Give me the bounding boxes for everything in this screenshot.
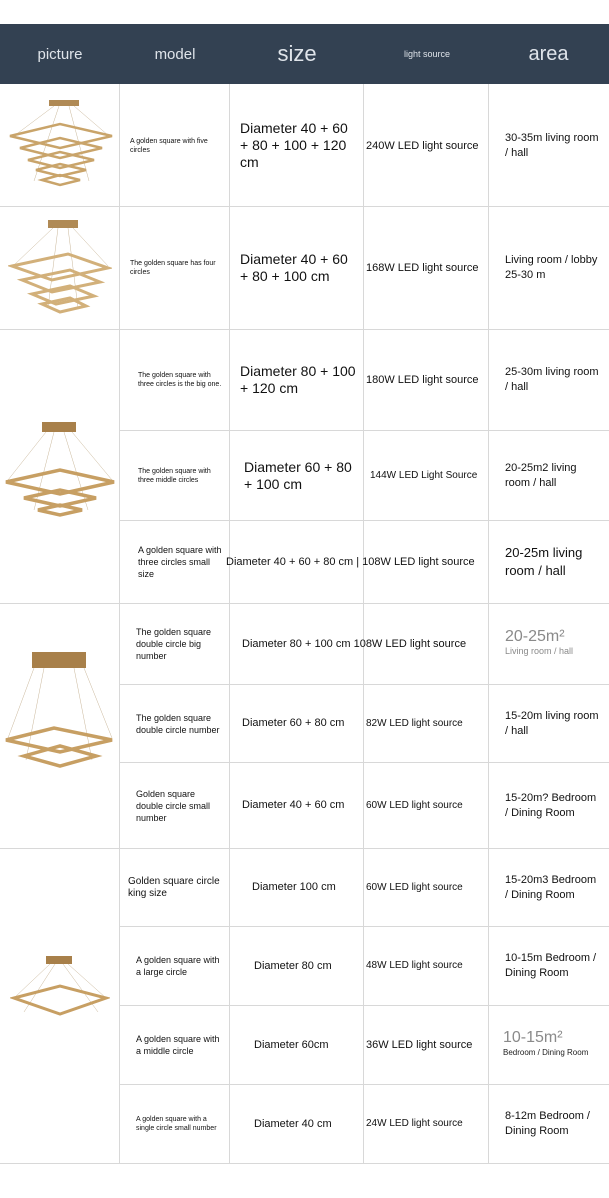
row-4-area: 20-25m2 living room / hall [505,461,577,489]
row-3-model: The golden square with three circles is the big one. [138,372,222,388]
row-7-light: 82W LED light source [366,717,463,729]
row-4-model: The golden square with three middle circles [138,467,211,484]
chandelier-5-tier-icon [4,96,116,196]
chandelier-1-tier-icon [10,952,110,1022]
row-8-light: 60W LED light source [366,799,463,811]
row-8-size: Diameter 40 + 60 cm [242,799,345,811]
row-5-area: 20-25m living room / hall [505,545,583,578]
row-2-area: Living room / lobby 25-30 m [505,254,598,281]
row-12-size: Diameter 40 cm [254,1117,332,1130]
row-11-model: A golden square with a middle circle [136,1034,220,1056]
row-3-light: 180W LED light source [366,374,479,386]
row-2-size: Diameter 40 + 60 + 80 + 100 cm [240,251,348,284]
row-12-model: A golden square with a single circle small number [136,1116,217,1132]
row-10-model: A golden square with a large circle [136,955,220,977]
header-picture: picture [37,45,83,63]
row-12-area: 8-12m Bedroom / Dining Room [505,1110,590,1137]
row-1-size: Diameter 40 + 60 + 80 + 100 + 120 cm [240,120,348,170]
row-9-model: Golden square circle king size [128,875,220,899]
row-9-size: Diameter 100 cm [252,881,336,893]
header-model: model [154,45,196,63]
divider [0,1163,609,1164]
row-5-model: A golden square with three circles small size [138,545,222,579]
header-area: area [528,42,569,65]
row-7-area: 15-20m living room / hall [505,709,599,737]
row-7-size: Diameter 60 + 80 cm [242,717,345,729]
row-6-model: The golden square double circle big number [136,627,212,661]
chandelier-2-tier-icon [4,648,116,772]
row-11-area-value: 10-15m² [503,1029,563,1046]
row-11-area [489,1006,609,1084]
table-header [0,24,609,84]
row-1-light: 240W LED light source [366,139,479,152]
row-9-light: 60W LED light source [366,881,463,893]
row-10-area: 10-15m Bedroom / Dining Room [505,952,597,979]
row-2-model: The golden square has four circles [130,260,216,276]
row-5-size-light: Diameter 40 + 60 + 80 cm | 108W LED light source [226,555,475,568]
header-size: size [277,41,317,66]
row-7-model: The golden square double circle number [136,712,220,735]
row-3-size: Diameter 80 + 100 + 120 cm [240,363,356,396]
row-2-light: 168W LED light source [366,262,479,274]
row-10-size: Diameter 80 cm [254,959,332,972]
row-6-area-value: 20-25m² [505,628,565,645]
chandelier-3-tier-icon [4,418,116,522]
chandelier-4-tier-icon [8,216,112,316]
row-11-size: Diameter 60cm [254,1038,329,1051]
header-light-source: light source [404,49,451,59]
row-11-area-label: Bedroom / Dining Room [503,1048,589,1057]
row-4-size: Diameter 60 + 80 + 100 cm [244,458,352,492]
row-8-model: Golden square double circle small number [136,788,211,823]
row-6-area [489,604,609,684]
row-11-light: 36W LED light source [366,1039,473,1051]
row-3-area: 25-30m living room / hall [505,366,599,393]
row-6-size-light: Diameter 80 + 100 cm 108W LED light source [242,637,467,650]
row-12-light: 24W LED light source [366,1118,463,1129]
row-8-area: 15-20m? Bedroom / Dining Room [505,791,597,819]
row-6-area-label: Living room / hall [505,646,574,656]
row-4-light: 144W LED Light Source [370,469,478,481]
row-10-light: 48W LED light source [366,960,463,971]
row-1-model: A golden square with five circles [130,137,208,154]
row-9-area: 15-20m3 Bedroom / Dining Room [505,873,597,901]
row-1-area: 30-35m living room / hall [505,131,599,159]
